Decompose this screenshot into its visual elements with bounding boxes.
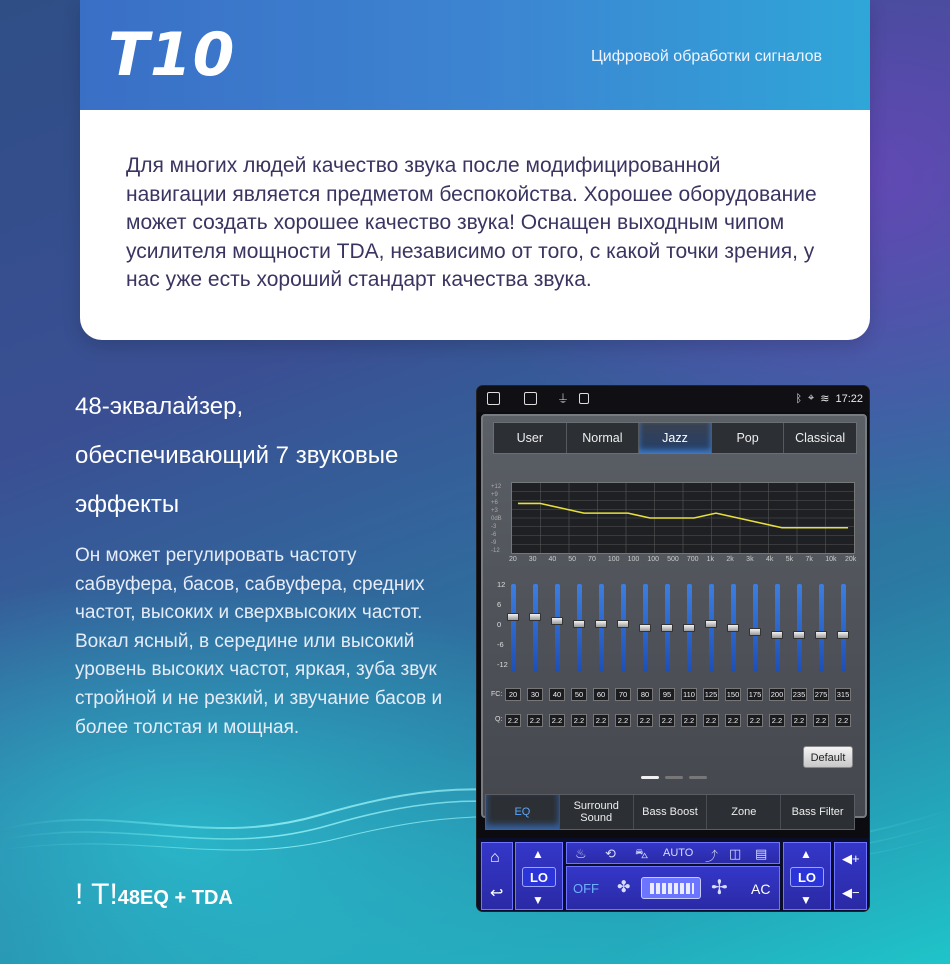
tagline-text: 48EQ + TDA: [117, 887, 233, 909]
card-subtitle: Цифровой обработки сигналов: [590, 48, 822, 65]
eq-slider-knob[interactable]: [815, 631, 827, 639]
car-air-icon[interactable]: ⛍: [635, 846, 649, 861]
graph-x-label: 30: [528, 556, 537, 563]
graph-x-label: 70: [588, 556, 596, 563]
ac-label[interactable]: AC: [751, 881, 771, 897]
slider-y-label: -12: [497, 660, 508, 669]
card-paragraph: Для многих людей качество звука после модифицированной навигации является предметом беспокойства. Хорошее оборудование может создать хорошее качество звука! Оснащен выходным чипом усилителя мощности TDA, независимо от того, с какой точки зрения, у нас уже есть хороший стандарт качества звука.: [126, 154, 817, 291]
eq-slider-knob[interactable]: [705, 620, 717, 628]
tab-surround-sound[interactable]: Surround Sound: [560, 795, 634, 829]
eq-slider-track[interactable]: [841, 584, 846, 672]
graph-x-label: 100: [627, 556, 640, 563]
sound-tabs: [485, 794, 855, 830]
climate-bar: [477, 838, 869, 912]
fc-value[interactable]: 200: [770, 690, 784, 699]
preset-normal[interactable]: Normal: [567, 423, 640, 453]
graph-y-label: +12: [491, 484, 502, 490]
fc-value[interactable]: 70: [615, 688, 631, 701]
eq-slider-track[interactable]: [511, 584, 516, 672]
graph-x-label: 3k: [746, 556, 754, 563]
eq-slider-track[interactable]: [533, 584, 538, 672]
fc-value[interactable]: 150: [726, 690, 740, 699]
slider-y-label: -6: [497, 640, 504, 649]
graph-y-label: +6: [491, 500, 498, 506]
graph-x-label: 5k: [785, 556, 794, 563]
preset-classical[interactable]: Classical: [795, 431, 846, 445]
right-temp-value: LO: [790, 867, 824, 887]
eq-slider-knob[interactable]: [639, 624, 651, 632]
graph-y-label: +3: [491, 508, 498, 514]
fc-value[interactable]: 95: [659, 688, 675, 701]
eq-graph: [511, 482, 855, 554]
slider-y-label: 0: [497, 620, 502, 629]
fan-high-icon[interactable]: ✢: [711, 877, 728, 899]
graph-y-label: 0dB: [491, 516, 502, 522]
fc-value[interactable]: 40: [549, 688, 565, 701]
fc-value[interactable]: 20: [505, 688, 521, 701]
copy-icon[interactable]: [524, 392, 537, 405]
wind-icon[interactable]: ⤴: [705, 849, 719, 864]
fc-value[interactable]: 60: [593, 688, 609, 701]
q-value[interactable]: 2.2: [725, 714, 741, 727]
eq-slider-knob[interactable]: [617, 620, 629, 628]
tab-bass-filter[interactable]: Bass Filter: [791, 806, 844, 818]
temp-down-icon[interactable]: ▼: [532, 893, 544, 907]
q-value[interactable]: 2.2: [549, 714, 565, 727]
eq-slider-track[interactable]: [775, 584, 780, 672]
eq-slider-knob[interactable]: [749, 628, 761, 636]
section-description: Он может регулировать частоту сабвуфера, басов, сабвуфера, средних частот, высоких и сверхвысоких частот. Вокал ясный, в середине или высокий уровень высоких частот, яркая, зуба звук стройной и не резкий, и звучание басов и более толстая и мощная.: [75, 545, 443, 738]
t10-logo: T10: [108, 20, 236, 90]
off-label[interactable]: OFF: [573, 881, 599, 896]
card-header: [80, 0, 870, 110]
q-value[interactable]: 2.2: [791, 714, 807, 727]
slider-y-label: 6: [497, 600, 502, 609]
graph-y-label: +9: [491, 492, 498, 498]
eq-slider-knob[interactable]: [595, 620, 607, 628]
graph-x-label: 20k: [845, 556, 857, 563]
tab-bass-boost[interactable]: Bass Boost: [634, 795, 708, 829]
fc-value[interactable]: 80: [637, 688, 653, 701]
q-label: Q:: [495, 716, 503, 723]
location-icon: ⌖: [808, 392, 815, 404]
q-value[interactable]: 2.2: [835, 714, 851, 727]
fc-value[interactable]: 30: [527, 688, 543, 701]
status-time: 17:22: [835, 392, 863, 405]
eq-slider-knob[interactable]: [507, 613, 519, 621]
graph-x-label: 50: [568, 556, 577, 563]
preset-tabs: [493, 422, 857, 454]
graph-x-label: 100: [607, 556, 620, 563]
page-dot[interactable]: [689, 776, 707, 779]
graph-y-label: -3: [491, 524, 497, 530]
graph-x-label: 1k: [706, 556, 715, 563]
fc-value[interactable]: 125: [704, 690, 718, 699]
q-value[interactable]: 2.2: [747, 714, 763, 727]
temp-up-icon[interactable]: ▲: [532, 847, 544, 861]
fc-label: FC:: [491, 691, 503, 698]
graph-y-label: -12: [491, 548, 500, 554]
eq-slider-knob[interactable]: [771, 631, 783, 639]
preset-jazz[interactable]: Jazz: [639, 423, 712, 453]
fan-low-icon[interactable]: ✤: [617, 879, 631, 896]
volume-down-icon[interactable]: ◀−: [842, 885, 860, 900]
usb-icon: ⏚: [557, 392, 570, 406]
left-temp-control: [515, 842, 563, 910]
eq-slider-knob[interactable]: [727, 624, 739, 632]
preset-pop[interactable]: Pop: [712, 423, 785, 453]
bluetooth-icon: ᛒ: [795, 392, 803, 405]
graph-x-label: 20: [509, 556, 517, 563]
volume-panel: [834, 842, 867, 910]
home-back-panel: [481, 842, 513, 910]
fc-value[interactable]: 110: [681, 688, 697, 701]
q-value[interactable]: 2.2: [659, 714, 675, 727]
default-button[interactable]: Default: [803, 746, 853, 768]
page-dot[interactable]: [641, 776, 659, 779]
eq-sliders: [483, 574, 869, 725]
q-value[interactable]: 2.2: [505, 714, 521, 727]
tagline-mark: ! T!: [75, 878, 118, 911]
right-temp-control: [783, 842, 831, 910]
q-value[interactable]: 2.2: [637, 714, 653, 727]
eq-slider-knob[interactable]: [573, 620, 585, 628]
screen-icon[interactable]: [487, 392, 500, 405]
q-value[interactable]: 2.2: [813, 714, 829, 727]
tagline: [75, 878, 233, 912]
graph-x-label: 7k: [805, 556, 813, 563]
fc-value[interactable]: 50: [571, 688, 587, 701]
graph-y-label: -9: [491, 540, 497, 546]
page-dot[interactable]: [665, 776, 683, 779]
temp-up-icon[interactable]: ▲: [800, 847, 812, 861]
fc-value[interactable]: 175: [748, 690, 762, 699]
front-defrost-icon[interactable]: ◫: [729, 846, 742, 861]
eq-slider-knob[interactable]: [529, 613, 541, 621]
graph-x-label: 2k: [726, 556, 734, 563]
home-icon[interactable]: ⌂: [490, 849, 500, 866]
graph-x-label: 500: [667, 556, 679, 563]
eq-slider-knob[interactable]: [793, 631, 805, 639]
graph-x-label: 4k: [765, 556, 774, 563]
status-bar: [477, 386, 869, 412]
preset-user[interactable]: User: [494, 423, 567, 453]
eq-curve-svg: [512, 483, 854, 553]
page-indicator: [641, 776, 707, 779]
fan-level-bar[interactable]: [641, 877, 701, 899]
eq-panel: [481, 414, 867, 818]
graph-x-label: 10k: [825, 556, 837, 563]
sd-icon: [579, 393, 589, 404]
graph-x-label: 100: [647, 556, 660, 563]
q-value[interactable]: 2.2: [769, 714, 785, 727]
q-value[interactable]: 2.2: [593, 714, 609, 727]
q-value[interactable]: 2.2: [571, 714, 587, 727]
eq-slider-knob[interactable]: [661, 624, 673, 632]
intro-card: [80, 0, 870, 340]
seat-heat-icon[interactable]: ♨: [575, 846, 587, 861]
eq-slider-track[interactable]: [555, 584, 560, 672]
eq-slider-knob[interactable]: [551, 617, 563, 625]
eq-slider-knob[interactable]: [683, 624, 695, 632]
q-value[interactable]: 2.2: [527, 714, 543, 727]
volume-up-icon[interactable]: ◀+: [842, 851, 860, 866]
fc-value[interactable]: 235: [792, 690, 806, 699]
eq-slider-track[interactable]: [797, 584, 802, 672]
wifi-icon: ≋: [820, 393, 830, 405]
status-right: [795, 392, 863, 405]
device-screen: [476, 385, 870, 912]
back-icon[interactable]: ↩: [490, 885, 504, 902]
graph-x-label: 700: [686, 556, 699, 563]
q-value[interactable]: 2.2: [703, 714, 719, 727]
recirculate-icon[interactable]: ⟲: [605, 846, 616, 861]
tab-zone[interactable]: Zone: [707, 795, 781, 829]
fc-value[interactable]: 315: [836, 690, 850, 699]
eq-slider-track[interactable]: [819, 584, 824, 672]
graph-x-label: 40: [548, 556, 557, 563]
fan-row: [566, 866, 780, 910]
fc-value[interactable]: 275: [814, 690, 828, 699]
rear-defrost-icon[interactable]: ▤: [755, 846, 768, 861]
left-temp-value: LO: [522, 867, 556, 887]
eq-slider-knob[interactable]: [837, 631, 849, 639]
graph-y-label: -6: [491, 532, 497, 538]
auto-label[interactable]: AUTO: [663, 847, 694, 859]
q-value[interactable]: 2.2: [681, 714, 697, 727]
mode-row: [566, 842, 780, 864]
temp-down-icon[interactable]: ▼: [800, 893, 812, 907]
q-value[interactable]: 2.2: [615, 714, 631, 727]
section-heading: 48-эквалайзер, обеспечивающий 7 звуковые эффекты: [75, 393, 399, 518]
tab-eq[interactable]: EQ: [486, 795, 560, 829]
slider-y-label: 12: [497, 580, 506, 589]
